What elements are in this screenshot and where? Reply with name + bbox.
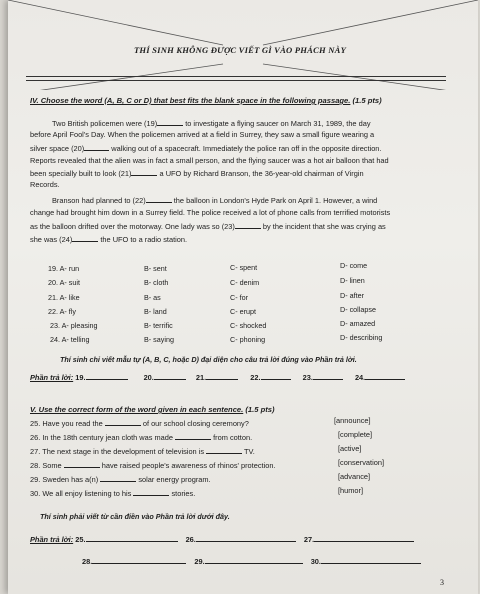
option-21b: B- as [144,293,161,302]
option-21a: 21. A- like [48,293,80,302]
section5-points: (1.5 pts) [245,405,275,414]
answer-blank-22 [261,372,291,380]
question-30: 30. We all enjoy listening to his stories. [30,489,196,498]
option-21d: D- after [340,291,364,300]
passage-line: Reports revealed that the alien was in fact a small person, and the flying saucer was a hot air balloon that had [30,156,389,165]
answer-blank-23 [313,372,343,380]
answer-blank-21 [206,372,238,380]
option-20b: B- cloth [144,278,169,287]
option-24c: C- phoning [230,335,266,344]
blank-27 [206,446,242,454]
answer-blank-29 [205,556,303,564]
blank-21 [131,168,157,176]
passage-line: as the balloon drifted over the motorway. One lady was so (23) by the incident that she was crying as [30,222,386,231]
option-22b: B- land [144,307,167,316]
section5-answer-row-1: Phần trả lời: 25. 26. 27. [30,534,414,545]
word-26: [complete] [338,430,373,439]
blank-24 [72,234,98,242]
answer-label: Phần trả lời: [30,535,74,544]
answer-label: Phần trả lời: [30,373,74,382]
option-21c: C- for [230,293,248,302]
option-22c: C- erupt [230,307,256,316]
option-23b: B- terrific [144,321,173,330]
header-rule-bottom [26,80,446,81]
section4-points: (1.5 pts) [352,96,382,105]
section4-instruction: Thí sinh chỉ viết mẫu tự (A, B, C, hoặc D) đại diện cho câu trả lời đúng vào Phần trả lời. [60,355,357,364]
passage-line: silver space (20) walking out of a spacecraft. Immediately the police ran off in the opposite direction. [30,144,382,153]
option-23c: C- shocked [230,321,267,330]
section5-heading [30,405,275,415]
option-19d: D- come [340,261,368,270]
answer-blank-28 [92,556,186,564]
blank-19 [157,118,183,126]
section5-answer-row-2: 28. 29. 30. [82,556,421,567]
blank-28 [64,460,100,468]
option-20a: 20. A- suit [48,278,80,287]
question-26: 26. In the 18th century jean cloth was made from cotton. [30,433,253,442]
answer-blank-19 [86,372,128,380]
option-22a: 22. A- fly [48,307,76,316]
option-20c: C- denim [230,278,260,287]
word-25: [announce] [334,416,371,425]
section5-title: V. Use the correct form of the word given in each sentence. [30,405,244,414]
passage-line: she was (24) the UFO to a radio station. [30,235,188,244]
passage-line: before April Fool's Day. When the policemen arrived at a field in Surrey, they saw a small figure wearing a [30,130,375,139]
word-27: [active] [338,444,362,453]
blank-30 [133,488,169,496]
passage-line: Two British policemen were (19) to investigate a flying saucer on March 31, 1989, the day [52,119,371,128]
answer-blank-30 [321,556,421,564]
answer-blank-24 [365,372,405,380]
blank-29 [100,474,136,482]
blank-22 [146,195,172,203]
header-notice: THÍ SINH KHÔNG ĐƯỢC VIẾT GÌ VÀO PHÁCH NÀY [133,45,347,55]
exam-page [8,0,478,594]
blank-26 [175,432,211,440]
section5-instruction: Thí sinh phải viết từ cần điền vào Phần trả lời dưới đây. [40,512,230,521]
passage-line: change had brought him down in a Surrey field. The police received a lot of phone calls from terrified motorists [30,208,391,217]
option-20d: D- linen [340,276,365,285]
question-29: 29. Sweden has a(n) solar energy program. [30,475,211,484]
section4-heading [30,96,382,106]
question-28: 28. Some have raised people's awareness of rhinos' protection. [30,461,276,470]
option-24b: B- saying [144,335,174,344]
option-19b: B- sent [144,264,167,273]
section4-title: IV. Choose the word (A, B, C or D) that best fits the blank space in the following passage. [30,96,351,105]
option-19a: 19. A- run [48,264,80,273]
option-24a: 24. A- telling [50,335,90,344]
passage-line: been specially built to look (21) a UFO by Richard Branson, the 36-year-old chairman of Virgin [30,169,364,178]
question-27: 27. The next stage in the development of television is TV. [30,447,255,456]
option-23d: D- amazed [340,319,376,328]
passage-line: Records. [30,180,60,189]
option-22d: D- collapse [340,305,376,314]
page-number: 3 [440,578,444,587]
blank-23 [235,221,261,229]
blank-25 [105,418,141,426]
word-30: [humor] [338,486,364,495]
blank-20 [84,143,109,151]
answer-blank-20 [154,372,186,380]
section4-answer-row: Phần trả lời: 19. 20. 21. 22. 23. 24. [30,372,405,383]
option-23a: 23. A- pleasing [50,321,98,330]
option-24d: D- describing [340,333,383,342]
passage-line: Branson had planned to (22) the balloon in London's Hyde Park on April 1. However, a wind [52,196,378,205]
word-28: [conservation] [338,458,385,467]
answer-blank-26 [196,534,296,542]
question-25: 25. Have you read the of our school closing ceremony? [30,419,249,428]
header-rule-top [26,76,446,77]
answer-blank-25 [86,534,178,542]
option-19c: C- spent [230,263,258,272]
word-29: [advance] [338,472,371,481]
answer-blank-27 [314,534,414,542]
